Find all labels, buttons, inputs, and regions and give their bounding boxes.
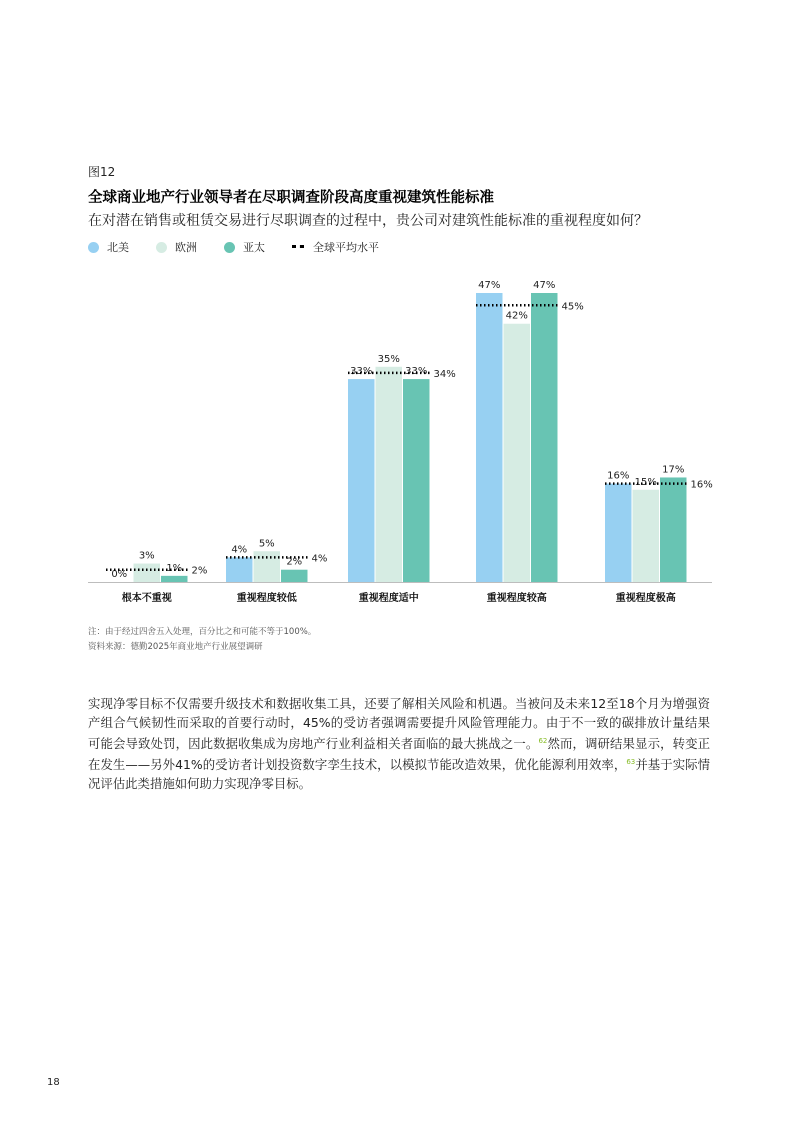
bar-asia-pacific-high: [531, 293, 558, 582]
page-number: 18: [47, 1077, 60, 1088]
bar-asia-pacific-very-high: [660, 477, 687, 582]
footnote-ref-63[interactable]: 63: [626, 758, 636, 767]
source-note: 资料来源：德勤2025年商业地产行业展望调研: [88, 642, 263, 652]
data-label-north-america-very-high: 16%: [607, 470, 630, 482]
global-average-label-moderate: 34%: [433, 368, 456, 380]
body-text-part-1: 实现净零目标不仅需要升级技术和数据收集工具，还要了解相关风险和机遇。当被问及未来12至18个月为增强资产组合气候韧性而采取的首要行动时，45%的受访者强调需要提升风险管理能力。由于不一致的碳排放计量结果可能会导致处罚，因此数据收集成为房地产行业利益相关者面临的最大挑战之一。: [88, 696, 710, 752]
data-label-europe-moderate: 35%: [377, 353, 400, 365]
data-label-asia-pacific-high: 47%: [533, 280, 556, 291]
data-label-asia-pacific-low: 2%: [286, 556, 303, 568]
data-label-asia-pacific-not-at-all: 1%: [166, 562, 183, 574]
chart-notes: [88, 625, 316, 655]
data-label-asia-pacific-very-high: 17%: [662, 464, 685, 476]
body-paragraph: [88, 694, 710, 793]
footnote-ref-62[interactable]: 62: [538, 737, 548, 745]
data-label-europe-not-at-all: 3%: [138, 550, 155, 562]
body-text-part-3: 并基于实际情况评估此类措施如何助力实现净零目标。: [88, 757, 710, 792]
bar-europe-very-high: [633, 490, 660, 582]
bar-europe-moderate: [376, 367, 403, 582]
bar-north-america-low: [226, 557, 253, 582]
legend-label-north-america: 北美: [107, 241, 129, 254]
data-label-north-america-high: 47%: [478, 280, 501, 291]
bar-north-america-very-high: [605, 484, 632, 582]
bar-asia-pacific-low: [281, 570, 308, 582]
global-average-label-high: 45%: [561, 301, 584, 313]
legend-label-asia-pacific: 亚太: [243, 241, 265, 254]
data-label-north-america-low: 4%: [231, 544, 248, 556]
chart-title: 全球商业地产行业领导者在尽职调查阶段高度重视建筑性能标准: [88, 190, 494, 206]
data-label-europe-high: 42%: [505, 310, 528, 322]
category-label-high: 重视程度较高: [486, 593, 547, 604]
category-label-very-high: 重视程度极高: [615, 593, 676, 604]
rounding-note: 注：由于经过四舍五入处理，百分比之和可能不等于100%。: [88, 627, 317, 637]
global-average-label-very-high: 16%: [690, 479, 713, 491]
category-label-not-at-all: 根本不重视: [121, 593, 172, 604]
legend-label-global-average: 全球平均水平: [313, 241, 379, 254]
bar-north-america-moderate: [348, 379, 375, 582]
global-average-label-not-at-all: 2%: [191, 565, 208, 577]
bar-europe-low: [254, 551, 281, 582]
bar-europe-high: [504, 324, 531, 582]
legend-label-europe: 欧洲: [175, 241, 197, 254]
category-label-moderate: 重视程度适中: [358, 593, 419, 604]
data-label-north-america-moderate: 33%: [350, 366, 373, 378]
bar-north-america-high: [476, 293, 503, 582]
data-label-europe-low: 5%: [258, 538, 275, 550]
figure-label: 图12: [88, 165, 116, 179]
bar-asia-pacific-not-at-all: [161, 576, 188, 582]
bar-asia-pacific-moderate: [403, 379, 430, 582]
global-average-label-low: 4%: [311, 553, 328, 565]
data-label-europe-very-high: 15%: [634, 476, 657, 488]
category-label-low: 重视程度较低: [236, 593, 297, 604]
body-text-part-2: 然而，调研结果显示，转变正在发生——另外41%的受访者计划投资数字孪生技术，以模拟节能改造效果，优化能源利用效率，: [88, 736, 711, 773]
data-label-north-america-not-at-all: 0%: [111, 569, 128, 580]
bar-europe-not-at-all: [134, 564, 161, 582]
chart-subtitle: 在对潜在销售或租赁交易进行尽职调查的过程中，贵公司对建筑性能标准的重视程度如何？: [88, 213, 648, 229]
data-label-asia-pacific-moderate: 33%: [405, 366, 428, 378]
